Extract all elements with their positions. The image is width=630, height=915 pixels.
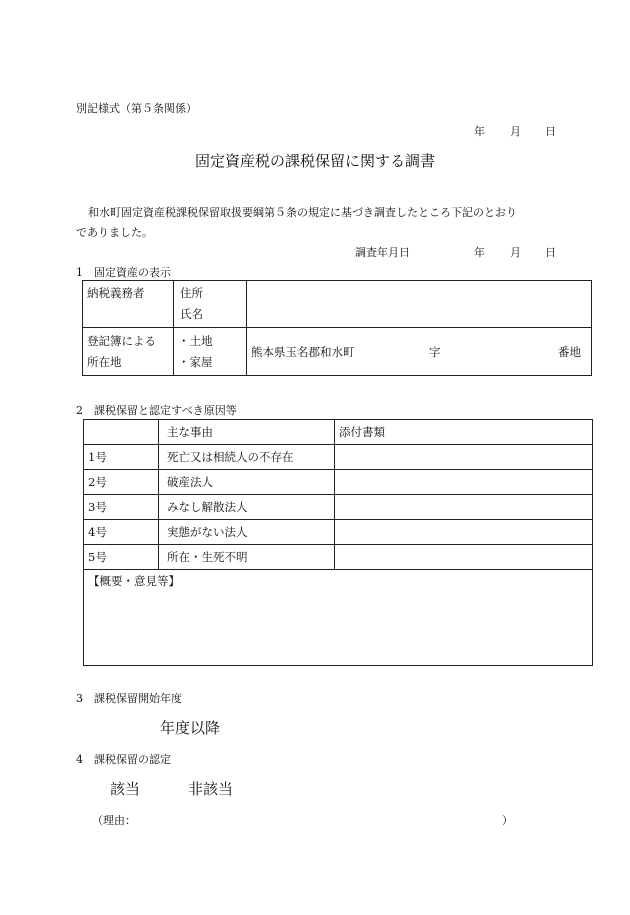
page-title: 固定資産税の課税保留に関する調書 xyxy=(194,152,435,170)
not-applicable-option[interactable]: 非該当 xyxy=(188,780,234,798)
form-label: 別記様式（第５条関係） xyxy=(76,102,197,115)
date-month: 月 xyxy=(510,125,521,138)
survey-date-day: 日 xyxy=(545,246,556,259)
row-docs[interactable] xyxy=(335,445,593,470)
applicable-option[interactable]: 該当 xyxy=(110,780,141,798)
property-table xyxy=(82,280,592,376)
reason-close: ） xyxy=(502,814,513,827)
row-docs[interactable] xyxy=(335,495,593,520)
section3-heading: 3 課税保留開始年度 xyxy=(76,692,182,705)
intro-line-2: でありました。 xyxy=(76,226,153,239)
taxpayer-label: 納税義務者 xyxy=(87,286,145,300)
section1-heading: 1 固定資産の表示 xyxy=(76,266,171,279)
row-reason: 実態がない法人 xyxy=(159,520,335,545)
header-date xyxy=(474,123,556,139)
intro-line-1: 和水町固定資産税課税保留取扱要綱第５条の規定に基づき調査したところ下記のとおり xyxy=(88,206,517,219)
property-type-cell xyxy=(174,328,247,376)
address-name-label-cell xyxy=(174,281,247,328)
row-reason: 死亡又は相続人の不存在 xyxy=(159,445,335,470)
row-reason: 破産法人 xyxy=(159,470,335,495)
date-day: 日 xyxy=(545,125,556,138)
taxpayer-value-cell[interactable] xyxy=(247,281,592,328)
row-no: 4号 xyxy=(84,520,159,545)
date-year: 年 xyxy=(474,125,485,138)
summary-cell[interactable] xyxy=(84,570,593,666)
row-docs[interactable] xyxy=(335,520,593,545)
land-option[interactable]: ・土地 xyxy=(178,333,213,348)
row-no: 2号 xyxy=(84,470,159,495)
survey-date xyxy=(355,244,556,260)
address-label: 住所 xyxy=(180,286,203,300)
location-cell xyxy=(247,328,592,376)
table-row xyxy=(84,545,593,570)
row-reason: みなし解散法人 xyxy=(159,495,335,520)
survey-date-label: 調査年月日 xyxy=(355,246,410,259)
row-no: 3号 xyxy=(84,495,159,520)
reason-input[interactable] xyxy=(140,808,495,828)
reason-table xyxy=(83,419,593,666)
reason-header-docs: 添付書類 xyxy=(335,420,593,445)
reason-header-no xyxy=(84,420,159,445)
taxpayer-label-cell xyxy=(83,281,174,328)
row-no: 5号 xyxy=(84,545,159,570)
location-prefix: 熊本県玉名郡和水町 xyxy=(251,345,355,359)
section4-heading: 4 課税保留の認定 xyxy=(76,753,171,766)
reason-open: （理由： xyxy=(92,814,136,827)
section2-heading: 2 課税保留と認定すべき原因等 xyxy=(76,404,237,417)
start-year-text: 年度以降 xyxy=(160,719,221,737)
name-label: 氏名 xyxy=(180,307,203,321)
registry-label-cell xyxy=(83,328,174,376)
table-row xyxy=(84,495,593,520)
banchi-label: 番地 xyxy=(558,345,581,359)
reason-header-reason: 主な事由 xyxy=(159,420,335,445)
survey-date-month: 月 xyxy=(510,246,521,259)
house-option[interactable]: ・家屋 xyxy=(178,354,213,369)
row-reason: 所在・生死不明 xyxy=(159,545,335,570)
summary-label: 【概要・意見等】 xyxy=(88,574,180,588)
aza-label: 字 xyxy=(429,345,441,359)
survey-date-year: 年 xyxy=(474,246,485,259)
row-docs[interactable] xyxy=(335,545,593,570)
table-row xyxy=(84,470,593,495)
row-docs[interactable] xyxy=(335,470,593,495)
table-row xyxy=(84,445,593,470)
registry-label-2: 所在地 xyxy=(87,354,122,369)
table-row xyxy=(84,520,593,545)
row-no: 1号 xyxy=(84,445,159,470)
registry-label-1: 登記簿による xyxy=(87,333,156,348)
